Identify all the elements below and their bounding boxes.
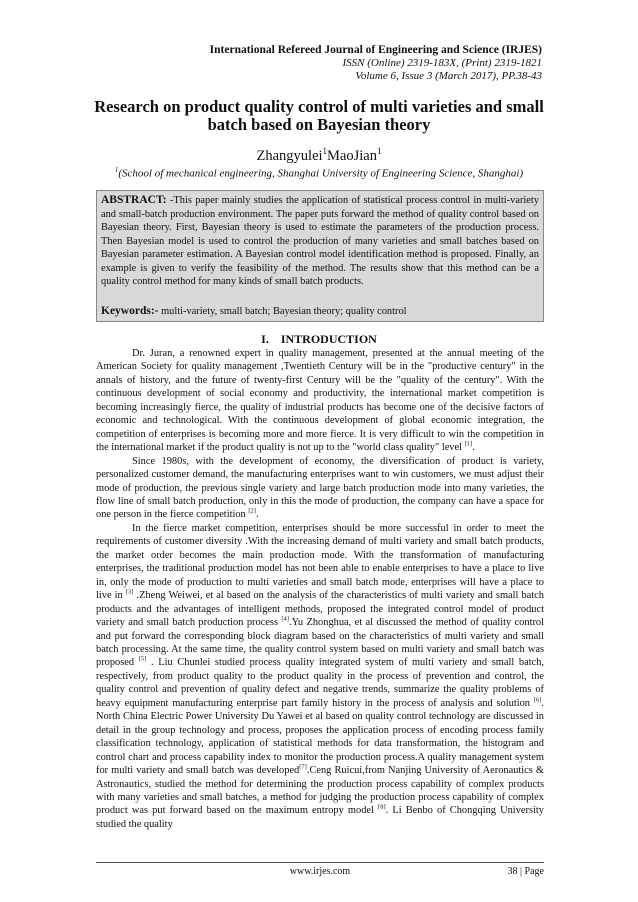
citation: [8] (378, 803, 386, 811)
journal-volume: Volume 6, Issue 3 (March 2017), PP.38-43 (355, 70, 542, 82)
citation: [1] (464, 440, 473, 448)
affiliation (0, 166, 638, 180)
paragraph-text: Dr. Juran, a renowned expert in quality management, presented at the annual meeting of the American Society for quality management ,Twentieth Century will be in the "productive century" in the annals of history, and the future of twenty-first Century will be the "quality of the century". With the continuous development of social economy and productivity, the international market competition is becoming increasingly fierce, the quality of industrial products has become one of the decisive factors of economic and technological. With the continuous development of global economic integration, the competition of enterprises is becoming more and more fierce. It is very difficult to win the competition in the international market if the product quality is not up to the "world class quality" level (96, 348, 544, 454)
abstract-paragraph (101, 194, 539, 289)
citation: [6] (533, 696, 542, 704)
paragraph-text: . Liu Chunlei studied process quality integrated system of multi variety and small batch, respectively, from product quality to the product quality in the process of prevention and control, the quality control and prevention of quality defect and negative trends, summarize the quality problems of heavy equipment manufacturing enterprise part family history in the process of analysis and solution (96, 657, 544, 709)
paragraph (96, 522, 544, 831)
paragraph-text: .Ceng Ruicui,from Nanjing University of Aeronautics & Astronautics, studied the method for determining the production process capability of complex products with many varieties and small batches, a method for judging the production process capability of complex product was put forward based on the maximum entropy model (96, 765, 544, 817)
paragraph-text: . (255, 509, 259, 521)
section-heading (0, 332, 638, 347)
section-title: INTRODUCTION (280, 332, 377, 346)
citation: [7] (299, 763, 307, 771)
abstract-text: -This paper mainly studies the application of statistical process control in multi-variety and small-batch production environment. The paper puts forward the method of quality control based on Bayesian theory. First, Bayesian theory is used to estimate the parameters of the production process. Then Bayesian model is used to control the production of many varieties and small batches based on Bayesian parameter estimation. A Bayesian control model identification method is proposed. Finally, an example is given to verify the feasibility of the method. The results show that this method can be a quality control method for many kinds of small batch products. (101, 195, 539, 288)
paragraph-text: . (472, 442, 475, 454)
paragraph-text: In the fierce market competition, enterprises should be more successful in order to meet the requirements of customer diversity .With the increasing demand of multi variety and small batch products, the market order becomes the main production mode. With the transformation of manufacturing enterprises, the traditional production model has not been able to enable enterprises to have a place to live in, only the mode of production to multi varieties and small batch mode, enterprises will have a place to live in (96, 522, 544, 602)
paragraph-text: Since 1980s, with the development of economy, the diversification of product is variety, personalized customer demand, the manufacturing enterprises want to win customers, we must adjust their mode of production, the previous single variety and large batch production mode into many varieties, the flow line of small batch production, only in this the mode of production, the company can have a space for one person in the fierce competition (96, 455, 544, 521)
paragraph (96, 347, 544, 455)
paragraph-text: . Li Benbo of Chongqing University studied the quality (96, 805, 544, 830)
journal-header (210, 44, 542, 83)
affiliation-text: (School of mechanical engineering, Shanghai University of Engineering Science, Shanghai) (118, 167, 524, 180)
citation: [2] (248, 507, 256, 515)
abstract-box (96, 190, 544, 322)
page-number: 38 | Page (507, 866, 544, 877)
journal-issn: ISSN (Online) 2319-183X, (Print) 2319-1821 (342, 57, 542, 69)
footer-url[interactable]: www.irjes.com (289, 866, 351, 877)
author-affil-marker: 1 (322, 146, 328, 156)
journal-name: International Refereed Journal of Engineering and Science (IRJES) (209, 44, 542, 56)
affil-marker: 1 (114, 166, 119, 174)
keywords-label: Keywords:- (101, 305, 159, 317)
keywords-text: multi-variety, small batch; Bayesian theory; quality control (158, 306, 407, 317)
citation: [5] (138, 655, 147, 663)
citation: [3] (125, 588, 134, 596)
abstract-label: ABSTRACT: (101, 194, 167, 206)
body-text (96, 347, 544, 831)
author-name: Zhangyulei (256, 147, 323, 164)
paragraph-text: .Yu Zhonghua, et al discussed the method of quality control and put forward the corresponding block diagram based on the characteristics of multi variety and small batch processing. At the same time, the quality control system based on multi variety and small batch was proposed (96, 617, 544, 669)
citation: [4] (281, 615, 289, 623)
paragraph-text: .Zheng Weiwei, et al based on the analysis of the characteristics of multi variety and small batch products and the advantages of intelligent methods, proposed the integrated control model of product variety and small batch production process (96, 590, 544, 629)
paragraph-text: . North China Electric Power University Du Yawei et al based on quality control technology are discussed in detail in the group technology and process, proposes the application process of encoding process family classification technology, application of statistical methods for data transformation, the histogram and control chart and process capability index to monitor the production process.A quality management system for multi variety and small batch was developed (96, 697, 544, 777)
page-footer (96, 862, 544, 879)
section-number: I. (261, 332, 269, 346)
keywords (101, 305, 407, 317)
author-name: MaoJian (327, 147, 377, 164)
author-affil-marker: 1 (376, 146, 382, 156)
author-line (0, 146, 638, 165)
paper-title: Research on product quality control of multi varieties and small batch based on Bayesian theory (94, 97, 544, 134)
paragraph (96, 455, 544, 522)
